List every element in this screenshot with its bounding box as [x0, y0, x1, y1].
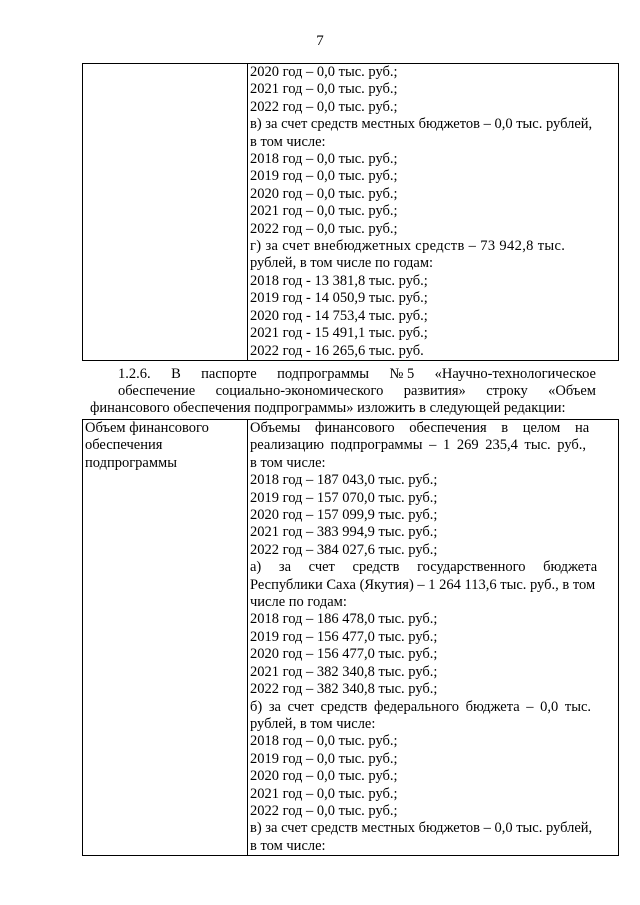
text-line: 2020 год – 157 099,9 тыс. руб.;: [250, 507, 438, 524]
text-line: Объемы финансового обеспечения в целом на: [250, 420, 590, 436]
text-line: числе по годам:: [250, 594, 347, 611]
text-line: 2018 год – 0,0 тыс. руб.;: [250, 151, 398, 168]
text-line: 2018 год – 186 478,0 тыс. руб.;: [250, 611, 438, 628]
text-line: 2020 год - 14 753,4 тыс. руб.;: [250, 307, 428, 324]
funding-label: Объем финансового обеспечения подпрограммы: [85, 420, 209, 471]
word: социально-экономического: [215, 383, 384, 400]
text-line: рублей, в том числе по годам:: [250, 255, 434, 272]
text-line: в) за счет средств местных бюджетов – 0,0 тыс. рублей,: [250, 116, 593, 133]
text-line: 2022 год – 0,0 тыс. руб.;: [250, 220, 398, 237]
paragraph-line: [118, 366, 596, 383]
text-line: 2021 год – 382 340,8 тыс. руб.;: [250, 663, 438, 680]
text-line: 2021 год – 383 994,9 тыс. руб.;: [250, 524, 438, 541]
word: «Объем: [548, 383, 596, 400]
text-line: а) за счет средств государственного бюджета: [250, 559, 598, 576]
word: паспорте: [201, 366, 257, 382]
page-number: 7: [316, 33, 324, 49]
paragraph-line: [118, 383, 596, 400]
text-line: 2021 год – 0,0 тыс. руб.;: [250, 81, 398, 98]
word: 1.2.6.: [118, 366, 151, 382]
text-line: 2021 год – 0,0 тыс. руб.;: [250, 785, 398, 802]
text-line: 2020 год – 156 477,0 тыс. руб.;: [250, 646, 438, 663]
text-line: 2022 год – 382 340,8 тыс. руб.;: [250, 681, 438, 698]
word: финансового обеспечения подпрограммы» изложить в следующей редакции:: [90, 400, 566, 417]
text-line: 2022 год - 16 265,6 тыс. руб.: [250, 342, 424, 359]
text-line: в том числе:: [250, 454, 326, 471]
word: № 5: [389, 366, 415, 382]
text-line: реализацию подпрограммы – 1 269 235,4 тыс. руб.,: [250, 437, 587, 454]
word: В: [171, 366, 181, 382]
text-line: 2019 год – 157 070,0 тыс. руб.;: [250, 489, 438, 506]
text-line: в том числе:: [250, 133, 326, 150]
paragraph-line: [90, 400, 596, 417]
word: строку: [486, 383, 528, 400]
text-line: в том числе:: [250, 837, 326, 854]
text-line: 2019 год – 0,0 тыс. руб.;: [250, 168, 398, 185]
text-line: б) за счет средств федерального бюджета – 0,0 тыс.: [250, 698, 592, 715]
text-line: 2022 год – 0,0 тыс. руб.;: [250, 98, 398, 115]
word: развития»: [403, 383, 466, 400]
text-line: 2018 год - 13 381,8 тыс. руб.;: [250, 272, 428, 289]
text-line: в) за счет средств местных бюджетов – 0,0 тыс. рублей,: [250, 820, 593, 837]
word: обеспечение: [118, 383, 196, 400]
text-line: 2018 год – 187 043,0 тыс. руб.;: [250, 472, 438, 489]
text-line: 2019 год - 14 050,9 тыс. руб.;: [250, 290, 428, 307]
text-line: 2018 год – 0,0 тыс. руб.;: [250, 733, 398, 750]
text-line: 2021 год – 0,0 тыс. руб.;: [250, 203, 398, 220]
text-line: г) за счет внебюджетных средств – 73 942,8 тыс.: [250, 238, 566, 255]
text-line: 2022 год – 384 027,6 тыс. руб.;: [250, 541, 438, 558]
continued-funding-table: [82, 63, 619, 361]
funding-details-cell: [248, 64, 619, 361]
text-line: 2019 год – 156 477,0 тыс. руб.;: [250, 628, 438, 645]
text-line: 2020 год – 0,0 тыс. руб.;: [250, 185, 398, 202]
funding-details-cell: [248, 420, 619, 856]
amendment-paragraph: [90, 366, 596, 418]
text-line: 2020 год – 0,0 тыс. руб.;: [250, 64, 398, 80]
label-cell-empty: [83, 64, 248, 361]
text-line: рублей, в том числе:: [250, 715, 376, 732]
text-line: 2021 год - 15 491,1 тыс. руб.;: [250, 325, 428, 342]
text-line: 2020 год – 0,0 тыс. руб.;: [250, 768, 398, 785]
subprogram-funding-table: [82, 419, 619, 856]
word: подпрограммы: [277, 366, 370, 382]
text-line: 2022 год – 0,0 тыс. руб.;: [250, 802, 398, 819]
word: «Научно-технологическое: [434, 366, 596, 382]
text-line: 2019 год – 0,0 тыс. руб.;: [250, 750, 398, 767]
text-line: Республики Саха (Якутия) – 1 264 113,6 тыс. руб., в том: [250, 576, 596, 593]
label-cell: [83, 420, 248, 856]
